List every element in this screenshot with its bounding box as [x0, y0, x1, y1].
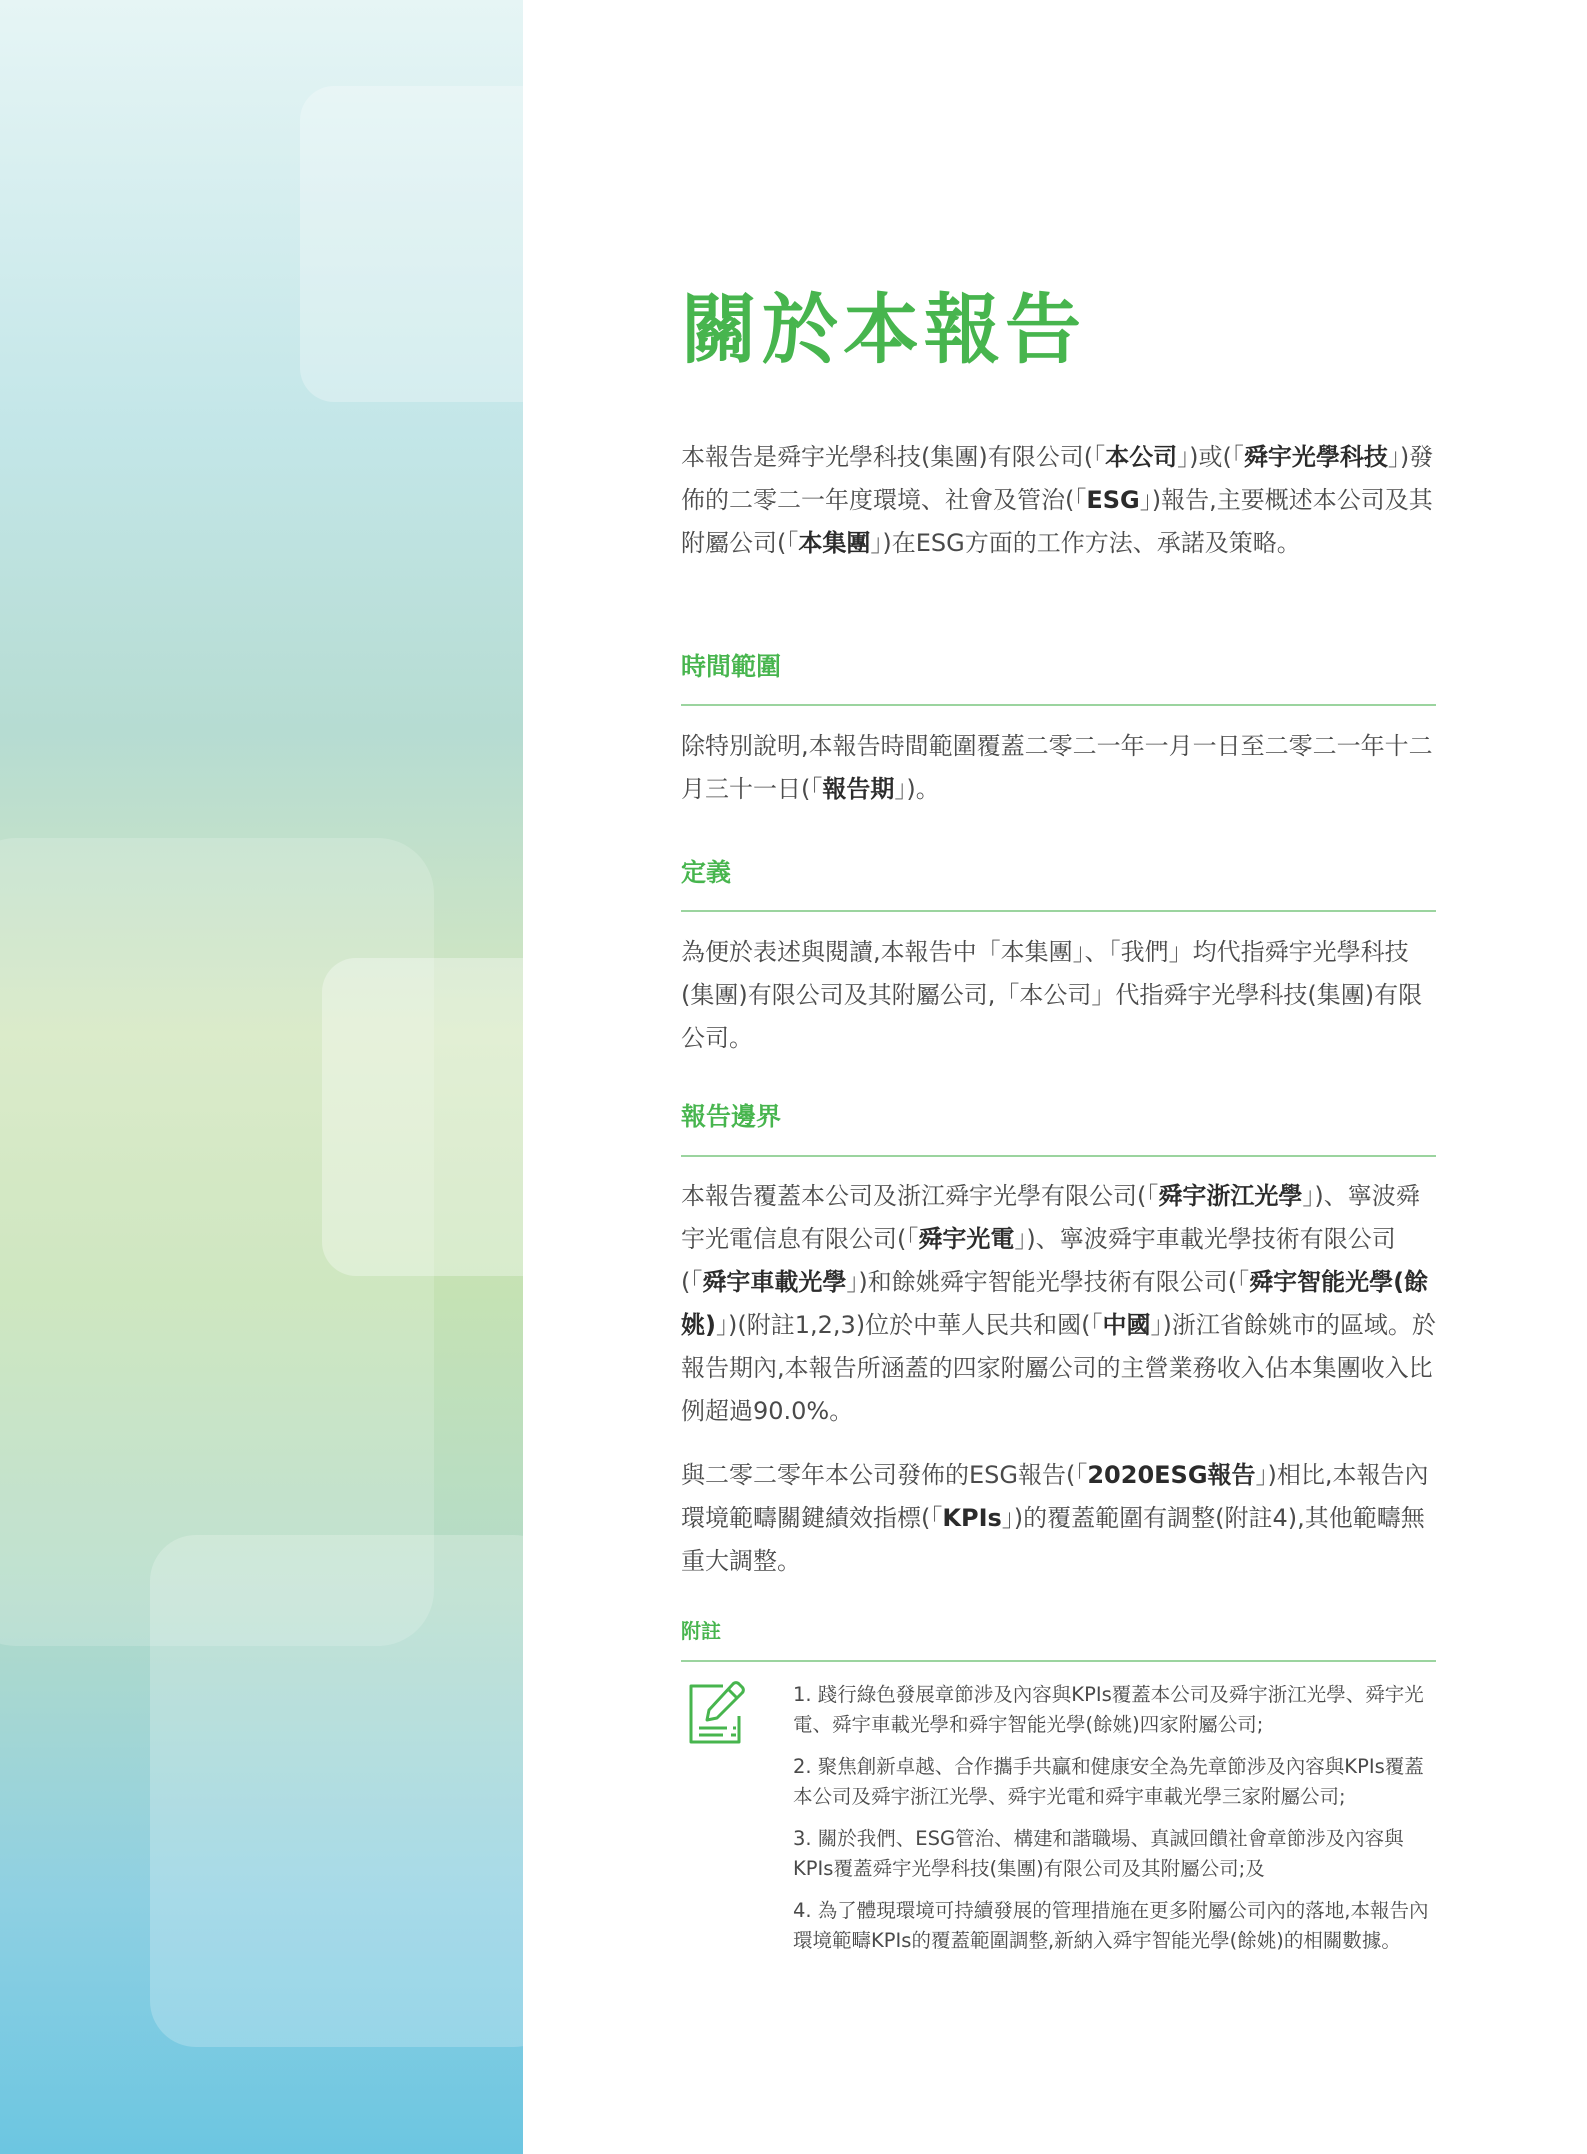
text-run: 」)的覆蓋範圍有調整(附註4),其他範疇無重大調整。 — [681, 1504, 1425, 1575]
section-divider — [681, 1660, 1436, 1662]
section-heading-time-scope: 時間範圍 — [681, 652, 782, 681]
section-divider — [681, 1155, 1436, 1157]
note-item: 2. 聚焦創新卓越、合作攜手共贏和健康安全為先章節涉及內容與KPIs覆蓋本公司及舜宇浙江光學、舜宇光電和舜宇車載光學三家附屬公司; — [793, 1755, 1424, 1808]
defined-term: 舜宇智能光學(餘姚) — [681, 1268, 1429, 1339]
text-run: 與二零二零年本公司發佈的ESG報告(「 — [681, 1461, 1088, 1489]
defined-term: 本集團 — [798, 529, 871, 557]
decorative-rounded-square — [300, 86, 523, 402]
text-run: 」)、寧波舜宇車載光學技術有限公司(「 — [681, 1225, 1396, 1296]
notes-list — [793, 1680, 1433, 1968]
text-run: 」)在ESG方面的工作方法、承諾及策略。 — [870, 529, 1301, 557]
section-heading-boundary: 報告邊界 — [681, 1102, 782, 1131]
page-title: 關於本報告 — [681, 285, 1086, 374]
definition-paragraph: 為便於表述與閱讀,本報告中「本集團」、「我們」均代指舜宇光學科技(集團)有限公司及其附屬公司,「本公司」代指舜宇光學科技(集團)有限公司。 — [681, 938, 1423, 1052]
defined-term: 舜宇光學科技 — [1243, 443, 1388, 471]
text-run: 本報告是舜宇光學科技(集團)有限公司(「 — [681, 443, 1106, 471]
note-item: 4. 為了體現環境可持續發展的管理措施在更多附屬公司內的落地,本報告內環境範疇KPIs的覆蓋範圍調整,新納入舜宇智能光學(餘姚)的相關數據。 — [793, 1899, 1429, 1952]
text-run: 」)相比,本報告內環境範疇關鍵績效指標(「 — [681, 1461, 1429, 1532]
defined-term: KPIs — [942, 1504, 1002, 1532]
text-run: 」)。 — [894, 775, 940, 803]
decorative-rounded-square — [322, 958, 523, 1276]
decorative-rounded-square — [150, 1535, 523, 2047]
notes-heading: 附註 — [681, 1619, 721, 1643]
text-run: 」)浙江省餘姚市的區域。於報告期內,本報告所涵蓋的四家附屬公司的主營業務收入佔本集團收入比例超過90.0%。 — [681, 1311, 1436, 1425]
section-divider — [681, 910, 1436, 912]
section-heading-definition: 定義 — [681, 858, 732, 887]
text-run: 本報告覆蓋本公司及浙江舜宇光學有限公司(「 — [681, 1182, 1159, 1210]
text-run: 」)(附註1,2,3)位於中華人民共和國(「 — [715, 1311, 1103, 1339]
text-run: 除特別說明,本報告時間範圍覆蓋二零二一年一月一日至二零二一年十二月三十一日(「 — [681, 732, 1433, 803]
document-pen-icon — [683, 1676, 751, 1748]
defined-term: 舜宇光電 — [918, 1225, 1015, 1253]
text-run: 」)報告,主要概述本公司及其附屬公司(「 — [681, 486, 1433, 557]
boundary-paragraph-1 — [681, 1175, 1436, 1433]
note-item: 1. 踐行綠色發展章節涉及內容與KPIs覆蓋本公司及舜宇浙江光學、舜宇光電、舜宇車載光學和舜宇智能光學(餘姚)四家附屬公司; — [793, 1683, 1424, 1736]
text-run: 」)或(「 — [1177, 443, 1244, 471]
defined-term: 本公司 — [1105, 443, 1178, 471]
defined-term: 2020ESG報告 — [1087, 1461, 1256, 1489]
defined-term: 舜宇車載光學 — [702, 1268, 847, 1296]
defined-term: 中國 — [1102, 1311, 1151, 1339]
defined-term: ESG — [1086, 486, 1140, 514]
text-run: 」)發佈的二零二一年度環境、社會及管治(「 — [681, 443, 1434, 514]
note-item: 3. 關於我們、ESG管治、構建和諧職場、真誠回饋社會章節涉及內容與KPIs覆蓋舜宇光學科技(集團)有限公司及其附屬公司;及 — [793, 1827, 1404, 1880]
defined-term: 舜宇浙江光學 — [1158, 1182, 1303, 1210]
section-divider — [681, 704, 1436, 706]
text-run: 」)和餘姚舜宇智能光學技術有限公司(「 — [846, 1268, 1250, 1296]
time-scope-paragraph — [681, 725, 1436, 811]
decorative-gradient-panel — [0, 0, 523, 2154]
text-run: 」)、寧波舜宇光電信息有限公司(「 — [681, 1182, 1420, 1253]
intro-paragraph — [681, 436, 1436, 565]
boundary-paragraph-2 — [681, 1454, 1436, 1583]
defined-term: 報告期 — [822, 775, 895, 803]
